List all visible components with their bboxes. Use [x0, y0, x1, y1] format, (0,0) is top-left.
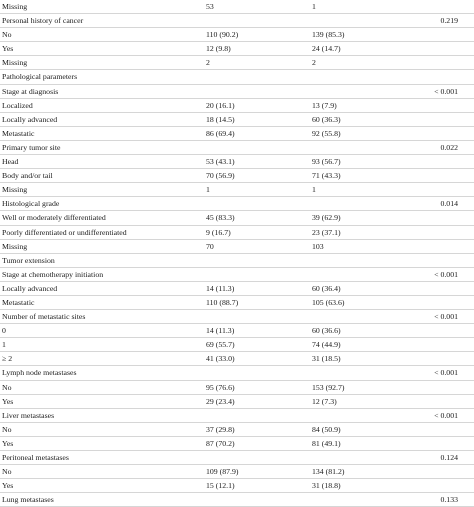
group1-value: 1 [206, 185, 210, 195]
p-value: 0.014 [440, 199, 458, 209]
table-row [0, 56, 474, 70]
table-row [0, 268, 474, 282]
table-row [0, 395, 474, 409]
group2-value: 60 (36.4) [312, 283, 341, 293]
p-value: < 0.001 [434, 312, 458, 322]
table-row [0, 423, 474, 437]
table-row [0, 366, 474, 380]
group2-value: 84 (50.9) [312, 424, 341, 434]
group1-value: 109 (87.9) [206, 467, 239, 477]
table-row [0, 0, 474, 14]
row-label: Metastatic [2, 297, 35, 307]
group1-value: 53 (43.1) [206, 157, 235, 167]
row-label: Yes [2, 481, 14, 491]
group2-value: 2 [312, 58, 316, 68]
group2-value: 1 [312, 185, 316, 195]
row-label: Well or moderately differentiated [2, 213, 106, 223]
row-label: Lymph node metastases [2, 368, 77, 378]
row-label: Stage at chemotherapy initiation [2, 269, 104, 279]
table-row [0, 493, 474, 507]
group1-value: 110 (88.7) [206, 297, 239, 307]
group1-value: 14 (11.3) [206, 283, 235, 293]
table-row [0, 226, 474, 240]
row-label: Lung metastases [2, 495, 54, 505]
table-row [0, 42, 474, 56]
table-row [0, 169, 474, 183]
group2-value: 93 (56.7) [312, 157, 341, 167]
row-label: Poorly differentiated or undifferentiated [2, 227, 127, 237]
table-row [0, 70, 474, 84]
group1-value: 70 (56.9) [206, 171, 235, 181]
row-label: Missing [2, 185, 28, 195]
row-label: Tumor extension [2, 255, 55, 265]
table-row [0, 99, 474, 113]
table-row [0, 409, 474, 423]
group2-value: 31 (18.8) [312, 481, 341, 491]
table-row [0, 352, 474, 366]
p-value: 0.124 [440, 453, 458, 462]
table-row [0, 254, 474, 268]
group2-value: 60 (36.3) [312, 114, 341, 124]
group1-value: 37 (29.8) [206, 424, 235, 434]
group2-value: 39 (62.9) [312, 213, 341, 223]
group1-value: 69 (55.7) [206, 340, 235, 350]
group1-value: 45 (83.3) [206, 213, 235, 223]
group2-value: 92 (55.8) [312, 128, 341, 138]
group2-value: 71 (43.3) [312, 171, 341, 181]
row-label: Locally advanced [2, 114, 58, 124]
group1-value: 12 (9.8) [206, 44, 231, 54]
group1-value: 70 [206, 241, 214, 251]
group1-value: 20 (16.1) [206, 100, 235, 110]
table-row [0, 14, 474, 28]
table-row [0, 451, 474, 465]
table-row [0, 141, 474, 155]
group1-value: 87 (70.2) [206, 438, 235, 448]
table-row [0, 155, 474, 169]
group1-value: 110 (90.2) [206, 30, 239, 40]
row-label: No [2, 424, 12, 434]
group2-value: 13 (7.9) [312, 100, 337, 110]
p-value: 0.219 [440, 16, 458, 26]
group2-value: 1 [312, 2, 316, 11]
group1-value: 53 [206, 2, 214, 11]
row-label: Locally advanced [2, 283, 58, 293]
table-row [0, 479, 474, 493]
row-label: Missing [2, 2, 28, 11]
p-value: < 0.001 [434, 269, 458, 279]
group2-value: 81 (49.1) [312, 438, 341, 448]
row-label: Stage at diagnosis [2, 86, 59, 96]
group1-value: 2 [206, 58, 210, 68]
group1-value: 18 (14.5) [206, 114, 235, 124]
table-row [0, 296, 474, 310]
group1-value: 41 (33.0) [206, 354, 235, 364]
group2-value: 153 (92.7) [312, 382, 345, 392]
group2-value: 60 (36.6) [312, 326, 341, 336]
group1-value: 29 (23.4) [206, 396, 235, 406]
row-label: Head [2, 157, 19, 167]
row-label: No [2, 382, 12, 392]
row-label: Yes [2, 396, 14, 406]
group2-value: 31 (18.5) [312, 354, 341, 364]
table-row [0, 85, 474, 99]
group1-value: 9 (16.7) [206, 227, 231, 237]
group2-value: 23 (37.1) [312, 227, 341, 237]
row-label: Primary tumor site [2, 142, 61, 152]
table-row [0, 28, 474, 42]
row-label: Peritoneal metastases [2, 453, 69, 462]
p-value: < 0.001 [434, 86, 458, 96]
group2-value: 103 [312, 241, 324, 251]
table-row [0, 183, 474, 197]
row-label: Liver metastases [2, 410, 55, 420]
table-row [0, 310, 474, 324]
row-label: Localized [2, 100, 33, 110]
table-row [0, 338, 474, 352]
group2-value: 134 (81.2) [312, 467, 345, 477]
group2-value: 24 (14.7) [312, 44, 341, 54]
row-label: Body and/or tail [2, 171, 53, 181]
row-label: Personal history of cancer [2, 16, 84, 26]
row-label: Pathological parameters [2, 72, 78, 82]
row-label: Missing [2, 58, 28, 68]
row-label: Metastatic [2, 128, 35, 138]
table-row [0, 127, 474, 141]
table-row [0, 465, 474, 479]
row-label: Yes [2, 438, 14, 448]
row-label: No [2, 467, 12, 477]
row-label: Missing [2, 241, 28, 251]
table-row [0, 282, 474, 296]
group1-value: 14 (11.3) [206, 326, 235, 336]
group2-value: 74 (44.9) [312, 340, 341, 350]
table-row [0, 381, 474, 395]
group1-value: 86 (69.4) [206, 128, 235, 138]
row-label: ≥ 2 [2, 354, 13, 364]
group2-value: 12 (7.3) [312, 396, 337, 406]
p-value: 0.133 [440, 495, 458, 505]
p-value: < 0.001 [434, 368, 458, 378]
group1-value: 95 (76.6) [206, 382, 235, 392]
row-label: 1 [2, 340, 6, 350]
row-label: Histological grade [2, 199, 60, 209]
row-label: No [2, 30, 12, 40]
group1-value: 15 (12.1) [206, 481, 235, 491]
p-value: < 0.001 [434, 410, 458, 420]
p-value: 0.022 [440, 142, 458, 152]
table-row [0, 324, 474, 338]
table-row [0, 211, 474, 225]
group2-value: 105 (63.6) [312, 297, 345, 307]
table-row [0, 437, 474, 451]
table-row [0, 113, 474, 127]
group2-value: 139 (85.3) [312, 30, 345, 40]
row-label: Yes [2, 44, 14, 54]
row-label: Number of metastatic sites [2, 312, 86, 322]
table-row [0, 240, 474, 254]
row-label: 0 [2, 326, 6, 336]
table-row [0, 197, 474, 211]
